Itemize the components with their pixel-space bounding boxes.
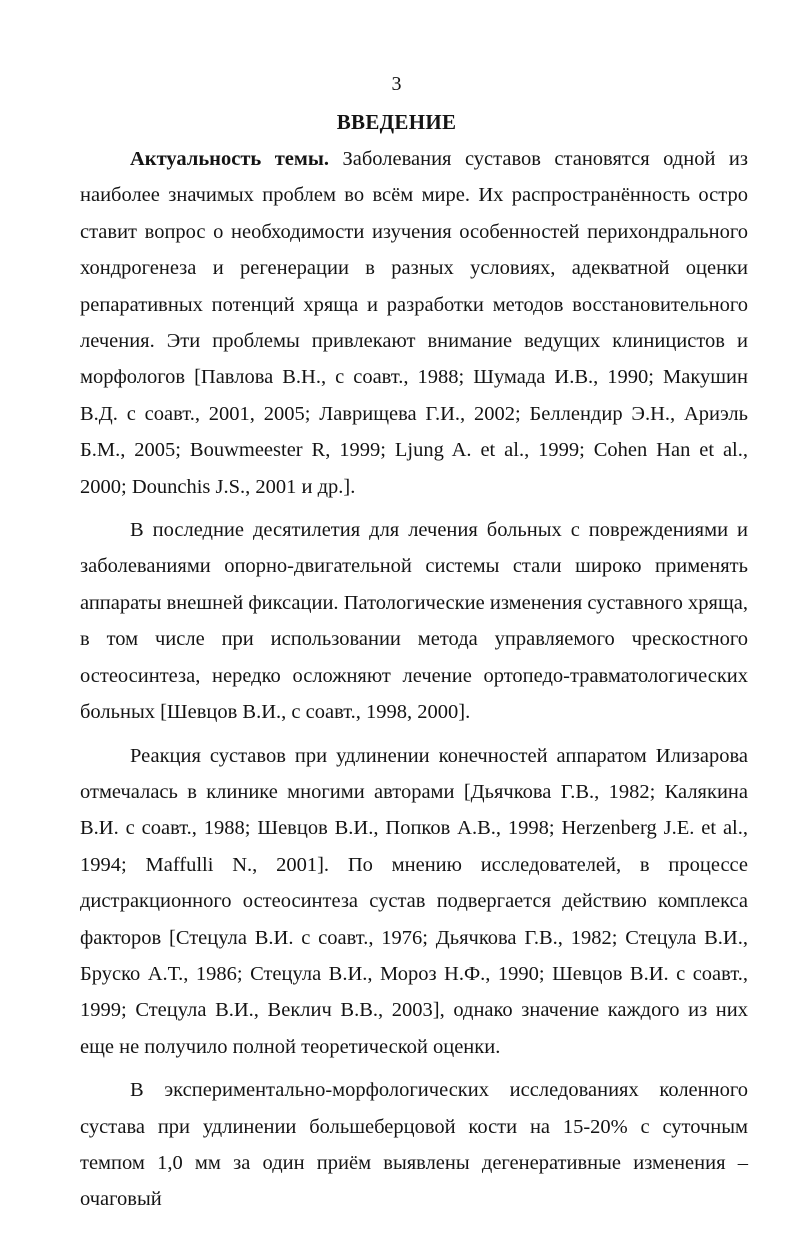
paragraph-external-fixation: В последние десятилетия для лечения больных с повреждениями и заболеваниями опорно-двигательной системы стали широко применять аппараты внешней фиксации. Патологические изменения суставного хряща, в том числе при использовании метода управляемого чрескостного остеосинтеза, нередко осложняют лечение ортопедо-травматологических больных [Шевцов В.И., с соавт., 1998, 2000]. <box>80 519 748 724</box>
paragraph-joint-reaction: Реакция суставов при удлинении конечностей аппаратом Илизарова отмечалась в клинике многими авторами [Дьячкова Г.В., 1982; Калякина В.И. с соавт., 1988; Шевцов В.И., Попков А.В., 1998; Herzenberg J.E. et al., 1994; Maffulli N., 2001]. По мнению исследователей, в процессе дистракционного остеосинтеза сустав подвергается действию комплекса факторов [Стецула В.И. с соавт., 1976; Дьячкова Г.В., 1982; Стецула В.И., Бруско А.Т., 1986; Стецула В.И., Мороз Н.Ф., 1990; Шевцов В.И. с соавт., 1999; Стецула В.И., Веклич В.В., 2003], однако значение каждого из них еще не получило полной теоретической оценки. <box>80 744 748 1058</box>
paragraph-lead: Актуальность темы. <box>130 148 329 170</box>
paragraph-experimental-studies: В экспериментально-морфологических исследованиях коленного сустава при удлинении большеберцовой кости на 15-20% с суточным темпом 1,0 мм за один приём выявлены дегенеративные изменения – очаговый <box>80 1079 748 1211</box>
paragraph-relevance <box>80 141 748 505</box>
page-number: 3 <box>391 73 402 95</box>
paragraph-text: Заболевания суставов становятся одной из наиболее значимых проблем во всём мире. Их распространённость остро ставит вопрос о необходимости изучения особенностей перихондрального хондрогенеза и регенерации в разных условиях, адекватной оценки репаративных потенций хряща и разработки методов восстановительного лечения. Эти проблемы привлекают внимание ведущих клиницистов и морфологов [Павлова В.Н., с соавт., 1988; Шумада И.В., 1990; Макушин В.Д. с соавт., 2001, 2005; Лаврищева Г.И., 2002; Беллендир Э.Н., Ариэль Б.М., 2005; Bouwmeester R, 1999; Ljung A. et al., 1999; Cohen Han et al., 2000; Dounchis J.S., 2001 и др.]. <box>80 148 748 498</box>
body-text <box>80 141 748 1218</box>
page-title: ВВЕДЕНИЕ <box>336 110 457 134</box>
